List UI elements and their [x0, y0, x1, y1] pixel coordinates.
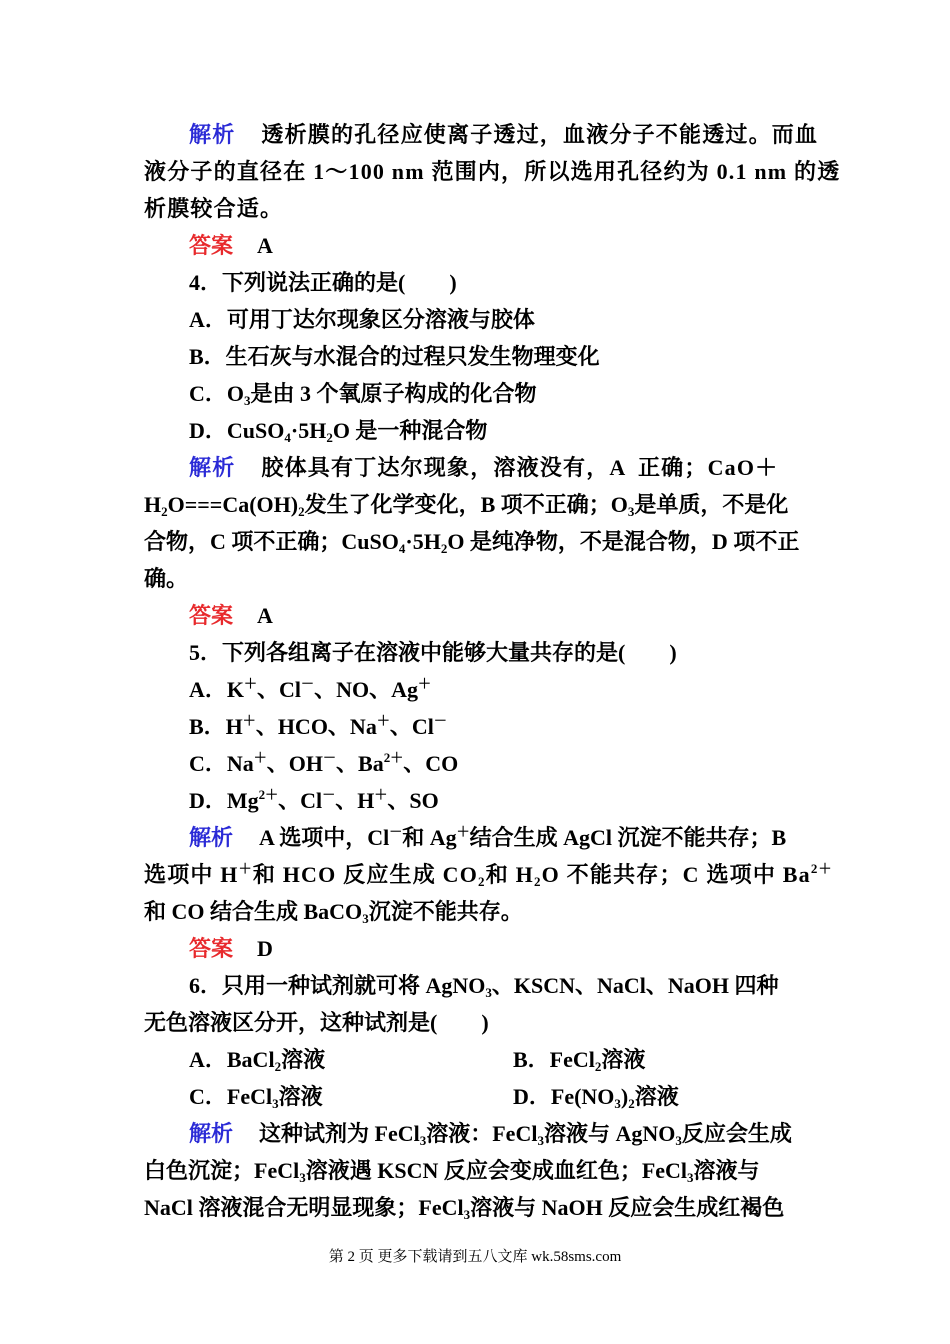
q4-option-b: B．生石灰与水混合的过程只发生物理变化 [189, 344, 600, 369]
q6-analysis-line-2: 白色沉淀；FeCl$_3$溶液遇 KSCN 反应会变成血红色；FeCl$_3$溶液与 [144, 1158, 760, 1185]
q6-stem-line-1: 6．只用一种试剂就可将 AgNO$_3$、KSCN、NaCl、NaOH 四种 [189, 973, 779, 1000]
q5-stem: 5．下列各组离子在溶液中能够大量共存的是( ) [189, 640, 677, 665]
analysis-label: 解析 [189, 455, 236, 480]
q6-options-row-1 [144, 1041, 808, 1078]
q6-option-c: C．FeCl$_3$溶液 [189, 1084, 323, 1111]
page-footer: 第 2 页 更多下载请到五八文库 wk.58sms.com [328, 1249, 622, 1265]
q3-answer: 答案 A [189, 233, 273, 258]
q4-analysis-line-1: 解析 胶体具有丁达尔现象，溶液没有，A 正确；CaO＋ [189, 455, 779, 480]
q6-options-row-2 [144, 1078, 808, 1115]
q5-analysis-line-3: 和 CO 结合生成 BaCO$_3$沉淀不能共存。 [144, 899, 523, 926]
q3-analysis-line-2: 液分子的直径在 1～100 nm 范围内，所以选用孔径约为 0.1 nm 的透 [144, 159, 841, 184]
q4-answer: 答案 A [189, 603, 273, 628]
q5-analysis-line-2: 选项中 H＋和 HCO 反应生成 $CO_2$和 $H_2O$ 不能共存；C 选项中 $Ba^{2+}$ [144, 861, 833, 889]
q5-option-a: A．K＋、Cl－、NO、Ag＋ [189, 676, 431, 702]
document-body [144, 116, 841, 1226]
q4-option-d: D．$CuSO_4\cdot 5H_2O$ 是一种混合物 [189, 418, 488, 445]
q3-analysis-line-1: 解析 透析膜的孔径应使离子透过，血液分子不能透过。而血 [189, 122, 819, 147]
answer-label: 答案 [189, 233, 234, 258]
answer-label: 答案 [189, 936, 234, 961]
q6-option-d: D．$Fe(NO_3)_2$溶液 [513, 1084, 679, 1111]
q6-option-a: A．BaCl$_2$溶液 [189, 1047, 326, 1074]
q4-analysis-line-3: 合物，C 项不正确；$CuSO_4\cdot 5H_2O$ 是纯净物，不是混合物，D 项不正 [144, 529, 800, 556]
q5-option-b: B．H＋、HCO、Na＋、Cl－ [189, 713, 447, 739]
q4-option-a: A．可用丁达尔现象区分溶液与胶体 [189, 307, 535, 332]
q3-analysis-line-3: 析膜较合适。 [144, 196, 284, 221]
q4-analysis-line-4: 确。 [144, 566, 189, 591]
q6-analysis-line-1: 解析 这种试剂为 FeCl$_3$溶液：FeCl$_3$溶液与 AgNO$_3$反应会生成 [189, 1121, 792, 1148]
analysis-label: 解析 [189, 825, 234, 850]
analysis-label: 解析 [189, 122, 236, 147]
analysis-label: 解析 [189, 1121, 234, 1146]
q4-stem: 4．下列说法正确的是( ) [189, 270, 457, 295]
q4-analysis-line-2: $H_2O===Ca(OH)_2$发生了化学变化，B 项不正确；$O_3$是单质，不是化 [144, 492, 789, 519]
q5-option-c: C．Na＋、OH－、$Ba^{2+}$、CO [189, 750, 459, 776]
q5-answer: 答案 D [189, 936, 273, 961]
q4-option-c: C．$O_3$是由 3 个氧原子构成的化合物 [189, 381, 537, 408]
q5-analysis-line-1: 解析 A 选项中，Cl－和 Ag＋结合生成 AgCl 沉淀不能共存；B [189, 824, 787, 850]
q6-analysis-line-3: NaCl 溶液混合无明显现象；FeCl$_3$溶液与 NaOH 反应会生成红褐色 [144, 1195, 785, 1222]
answer-label: 答案 [189, 603, 234, 628]
q5-option-d: D．$Mg^{2+}$、Cl－、H＋、SO [189, 787, 439, 813]
q6-stem-line-2: 无色溶液区分开，这种试剂是( ) [144, 1010, 489, 1035]
q6-option-b: B．FeCl$_2$溶液 [513, 1047, 646, 1074]
